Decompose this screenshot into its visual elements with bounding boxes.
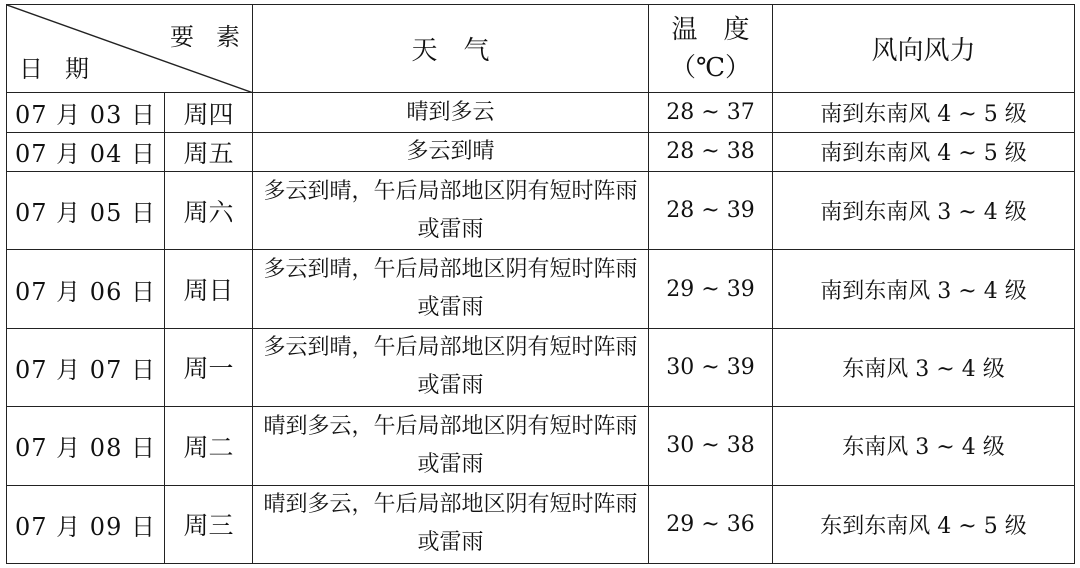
weather-forecast-table [6, 4, 1075, 564]
forecast-rows [7, 93, 1075, 564]
wind-cell: 东到东南风 4 ~ 5 级 [773, 485, 1075, 563]
wind-cell: 南到东南风 3 ~ 4 级 [773, 250, 1075, 328]
date-cell: 07 月 09 日 [7, 485, 165, 563]
date-cell: 07 月 04 日 [7, 132, 165, 171]
table-row [7, 132, 1075, 171]
wind-cell: 南到东南风 3 ~ 4 级 [773, 171, 1075, 249]
wind-cell: 东南风 3 ~ 4 级 [773, 328, 1075, 406]
weekday-cell: 周四 [165, 93, 253, 132]
weekday-cell: 周二 [165, 407, 253, 485]
temperature-cell: 30 ~ 39 [649, 328, 773, 406]
wind-header: 风向风力 [773, 5, 1075, 93]
weather-cell: 晴到多云，午后局部地区阴有短时阵雨或雷雨 [253, 407, 649, 485]
wind-cell: 南到东南风 4 ~ 5 级 [773, 132, 1075, 171]
temperature-cell: 29 ~ 39 [649, 250, 773, 328]
corner-label-elements: 要素 [170, 23, 262, 51]
temperature-cell: 28 ~ 38 [649, 132, 773, 171]
weekday-cell: 周五 [165, 132, 253, 171]
table-row [7, 250, 1075, 328]
corner-header-cell [7, 5, 262, 93]
temperature-cell: 28 ~ 39 [649, 171, 773, 249]
wind-cell: 南到东南风 4 ~ 5 级 [773, 93, 1075, 132]
date-cell: 07 月 07 日 [7, 328, 165, 406]
weather-cell: 多云到晴，午后局部地区阴有短时阵雨或雷雨 [253, 328, 649, 406]
weather-cell: 多云到晴，午后局部地区阴有短时阵雨或雷雨 [253, 171, 649, 249]
weather-header: 天气 [253, 5, 649, 93]
table-row [7, 485, 1075, 563]
table-row [7, 407, 1075, 485]
weather-cell: 晴到多云，午后局部地区阴有短时阵雨或雷雨 [253, 485, 649, 563]
date-cell: 07 月 08 日 [7, 407, 165, 485]
table-row [7, 171, 1075, 249]
header-row [7, 5, 1075, 93]
table-row [7, 93, 1075, 132]
table-row [7, 328, 1075, 406]
wind-cell: 东南风 3 ~ 4 级 [773, 407, 1075, 485]
weekday-cell: 周三 [165, 485, 253, 563]
corner-label-date: 日期 [19, 55, 111, 84]
temperature-cell: 28 ~ 37 [649, 93, 773, 132]
temperature-cell: 29 ~ 36 [649, 485, 773, 563]
weather-cell: 多云到晴，午后局部地区阴有短时阵雨或雷雨 [253, 250, 649, 328]
weekday-cell: 周六 [165, 171, 253, 249]
weekday-cell: 周日 [165, 250, 253, 328]
temperature-cell: 30 ~ 38 [649, 407, 773, 485]
weekday-cell: 周一 [165, 328, 253, 406]
date-cell: 07 月 06 日 [7, 250, 165, 328]
temperature-header [649, 5, 776, 93]
date-cell: 07 月 03 日 [7, 93, 165, 132]
temperature-header-label: 温度 [671, 14, 776, 45]
weather-cell: 多云到晴 [253, 132, 649, 171]
weather-cell: 晴到多云 [253, 93, 649, 132]
temperature-header-unit: （℃） [669, 52, 752, 83]
date-cell: 07 月 05 日 [7, 171, 165, 249]
